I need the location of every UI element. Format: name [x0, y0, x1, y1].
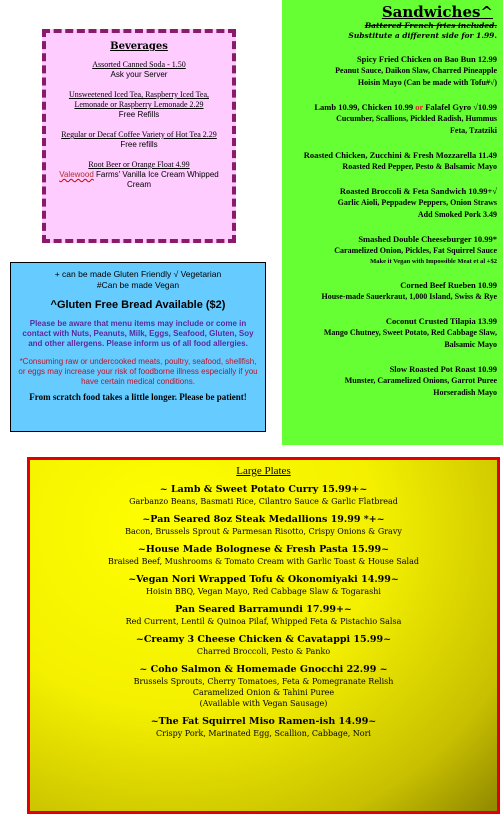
plate-desc: Crispy Pork, Marinated Egg, Scallion, Cabbage, Nori: [156, 729, 371, 738]
sandwich-desc: Garlic Aioli, Peppadew Peppers, Onion Straws: [337, 198, 497, 207]
sandwich-item: Smashed Double Cheeseburger 10.99*: [358, 234, 497, 244]
sandwich-desc: Peanut Sauce, Daikon Slaw, Charred Pineapple: [335, 66, 497, 75]
raw-food-warning: *Consuming raw or undercooked meats, poultry, seafood, shellfish, or eggs may increase your risk of foodborne illness especially if you have certain medical conditions.: [18, 357, 258, 386]
plate-item: ~ Lamb & Sweet Potato Curry 15.99+~: [159, 484, 368, 495]
sandwich-item: [288, 101, 497, 113]
plate-item: ~Pan Seared 8oz Steak Medallions 19.99 *+~: [142, 514, 385, 525]
legend-line: #Can be made Vegan: [96, 280, 180, 290]
plate-desc: Bacon, Brussels Sprout & Parmesan Risotto, Crispy Onions & Gravy: [125, 527, 402, 536]
sandwich-item: Roasted Broccoli & Feta Sandwich 10.99+√: [339, 186, 497, 196]
plate-desc: Charred Broccoli, Pesto & Panko: [196, 647, 331, 656]
sandwiches-section: [282, 0, 503, 445]
sandwich-desc: Hoisin Mayo (Can be made with Tofu#√): [357, 78, 497, 87]
sides-note: [288, 21, 497, 31]
legend-line: + can be made Gluten Friendly √ Vegetarian: [54, 269, 222, 279]
vegan-option-note: Make it Vegan with Impossible Meat et al +$2: [370, 258, 497, 265]
beverage-item: Assorted Canned Soda - 1.50: [92, 60, 186, 69]
sandwich-desc: House-made Sauerkraut, 1,000 Island, Swiss & Rye: [321, 292, 497, 301]
sandwich-item: Slow Roasted Pot Roast 10.99: [389, 364, 497, 374]
beverage-item-note: Free refills: [120, 140, 158, 149]
beverage-item-note: Ask your Server: [110, 70, 168, 79]
plate-item: ~ Coho Salmon & Homemade Gnocchi 22.99 ~: [139, 664, 388, 675]
plate-item: ~Creamy 3 Cheese Chicken & Cavatappi 15.99~: [135, 634, 392, 645]
plate-desc: Caramelized Onion & Tahini Puree: [192, 688, 335, 697]
sandwich-item: Coconut Crusted Tilapia 13.99: [385, 316, 497, 326]
sandwich-item-part: Lamb 10.99, Chicken 10.99: [314, 102, 416, 112]
sandwich-desc: Cucumber, Scallions, Pickled Radish, Hummus: [336, 114, 497, 123]
sandwich-desc: Roasted Red Pepper, Pesto & Balsamic Mayo: [342, 162, 497, 171]
beverages-box: [42, 29, 236, 243]
plate-desc: Red Current, Lentil & Quinoa Pilaf, Whipped Feta & Pistachio Salsa: [125, 617, 402, 626]
sandwich-desc: Balsamic Mayo: [444, 340, 497, 349]
plate-item: ~The Fat Squirrel Miso Ramen-ish 14.99~: [150, 716, 377, 727]
or-word: or: [415, 102, 424, 112]
substitute-note: Substitute a different side for 1.99.: [348, 31, 497, 40]
beverage-item: Unsweetened Iced Tea, Raspberry Iced Tea, Lemonade or Raspberry Lemonade 2.29: [68, 90, 210, 109]
plate-desc: Braised Beef, Mushrooms & Tomato Cream with Garlic Toast & House Salad: [108, 557, 419, 566]
sandwich-item: Roasted Chicken, Zucchini & Fresh Mozzarella 11.49: [303, 150, 497, 160]
sandwich-desc: Mango Chutney, Sweet Potato, Red Cabbage Slaw,: [323, 328, 497, 337]
sandwich-item: Spicy Fried Chicken on Bao Bun 12.99: [356, 54, 497, 64]
large-plates-title: Large Plates: [236, 465, 291, 477]
sandwich-item: Corned Beef Rueben 10.99: [400, 280, 497, 290]
plate-item: ~House Made Bolognese & Fresh Pasta 15.99~: [137, 544, 390, 555]
sandwich-desc: Add Smoked Pork 3.49: [417, 210, 497, 219]
large-plates-section: [27, 457, 500, 814]
plate-desc: Hoisin BBQ, Vegan Mayo, Red Cabbage Slaw & Togarashi: [146, 587, 381, 596]
sandwich-desc: Horseradish Mayo: [433, 388, 497, 397]
plate-desc: Brussels Sprouts, Cherry Tomatoes, Feta & Pomegranate Relish: [133, 677, 394, 686]
beverage-item-note: Free Refills: [118, 110, 160, 119]
beverage-item-note: [52, 170, 226, 190]
scratch-food-note: From scratch food takes a little longer. Please be patient!: [29, 392, 247, 402]
beverage-item: Root Beer or Orange Float 4.99: [88, 160, 190, 169]
dietary-info-box: [10, 262, 266, 432]
allergy-warning: Please be aware that menu items may include or come in contact with Nuts, Peanuts, Milk, Eggs, Seafood, Gluten, Soy and other allergens. Please inform us of all food allergies.: [22, 319, 254, 348]
plate-desc: Garbanzo Beans, Basmati Rice, Cilantro Sauce & Garlic Flatbread: [129, 497, 398, 506]
plate-item: ~Vegan Nori Wrapped Tofu & Okonomiyaki 14.99~: [128, 574, 399, 585]
beverage-item-note-text: Farms' Vanilla Ice Cream Whipped Cream: [93, 170, 219, 189]
sandwich-desc: Munster, Caramelized Onions, Garrot Puree: [344, 376, 497, 385]
beverage-item: Regular or Decaf Coffee Variety of Hot Tea 2.29: [61, 130, 217, 139]
sandwich-item-part: Falafel Gyro √10.99: [423, 102, 497, 112]
gluten-free-note: ^Gluten Free Bread Available ($2): [50, 299, 226, 311]
plate-desc: (Available with Vegan Sausage): [199, 699, 328, 708]
sandwich-desc: Feta, Tzatziki: [450, 126, 497, 135]
brand-name: Valewood: [59, 170, 94, 179]
beverages-title: Beverages: [110, 41, 168, 52]
fries-note: Battered French fries included.: [364, 21, 497, 30]
sandwiches-title: Sandwiches^: [381, 3, 493, 21]
sandwich-desc: Caramelized Onion, Pickles, Fat Squirrel Sauce: [334, 246, 497, 255]
plate-item: Pan Seared Barramundi 17.99+~: [175, 604, 352, 615]
